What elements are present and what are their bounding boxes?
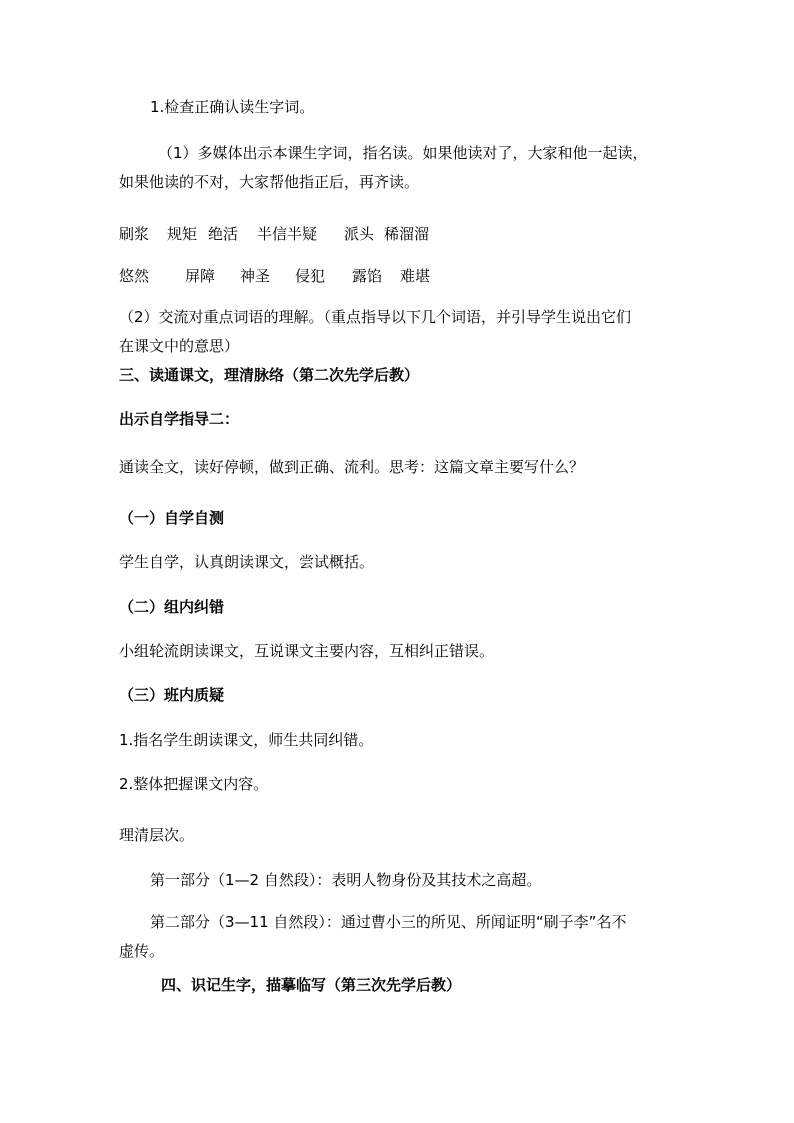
- subsection-3-heading: （三）班内质疑: [119, 686, 225, 704]
- part-2-text-line-2: 虚传。: [119, 942, 165, 960]
- subsection-2-heading: （二）组内纠错: [119, 598, 225, 616]
- subsection-1-text: 学生自学，认真朗读课文，尝试概括。: [119, 553, 375, 571]
- step-1-sub-2-line-1: （2）交流对重点词语的理解。（重点指导以下几个词语，并引导学生说出它们: [119, 308, 632, 326]
- step-1-sub-1-line-2: 如果他读的不对，大家帮他指正后，再齐读。: [119, 173, 420, 191]
- section-4-heading: 四、识记生字，描摹临写（第三次先学后教）: [161, 976, 462, 994]
- vocab-word: 神圣: [240, 267, 271, 285]
- vocab-word: 悠然: [119, 267, 150, 285]
- vocab-word: 难堪: [400, 267, 431, 285]
- subsection-1-heading: （一）自学自测: [119, 509, 225, 527]
- step-1-sub-1-line-1: （1）多媒体出示本课生字词，指名读。如果他读对了，大家和他一起读，: [158, 144, 648, 162]
- vocab-word: 刷浆: [119, 225, 150, 243]
- vocab-word: 绝活: [208, 225, 239, 243]
- vocab-word: 屏障: [185, 267, 216, 285]
- vocab-word: 半信半疑: [257, 225, 318, 243]
- step-1-check-words: 1.检查正确认读生字词。: [150, 98, 315, 116]
- structure-label: 理清层次。: [119, 826, 195, 844]
- vocab-word: 露馅: [352, 267, 383, 285]
- section-3-heading: 三、读通课文，理清脉络（第二次先学后教）: [119, 366, 420, 384]
- vocab-word: 稀溜溜: [384, 225, 430, 243]
- part-1-text: 第一部分（1—2 自然段）：表明人物身份及其技术之高超。: [150, 871, 542, 889]
- subsection-3-item-1: 1.指名学生朗读课文，师生共同纠错。: [119, 731, 374, 749]
- vocab-word: 侵犯: [295, 267, 326, 285]
- vocab-word: 规矩: [167, 225, 198, 243]
- step-1-sub-2-line-2: 在课文中的意思）: [119, 337, 240, 355]
- vocab-word: 派头: [344, 225, 375, 243]
- part-2-text-line-1: 第二部分（3—11 自然段）：通过曹小三的所见、所闻证明“刷子李”名不: [150, 913, 627, 931]
- subsection-2-text: 小组轮流朗读课文，互说课文主要内容，互相纠正错误。: [119, 642, 495, 660]
- guide-2-text: 通读全文，读好停顿，做到正确、流利。思考：这篇文章主要写什么？: [119, 458, 585, 476]
- guide-2-heading: 出示自学指导二：: [119, 410, 240, 428]
- subsection-3-item-2: 2.整体把握课文内容。: [119, 775, 269, 793]
